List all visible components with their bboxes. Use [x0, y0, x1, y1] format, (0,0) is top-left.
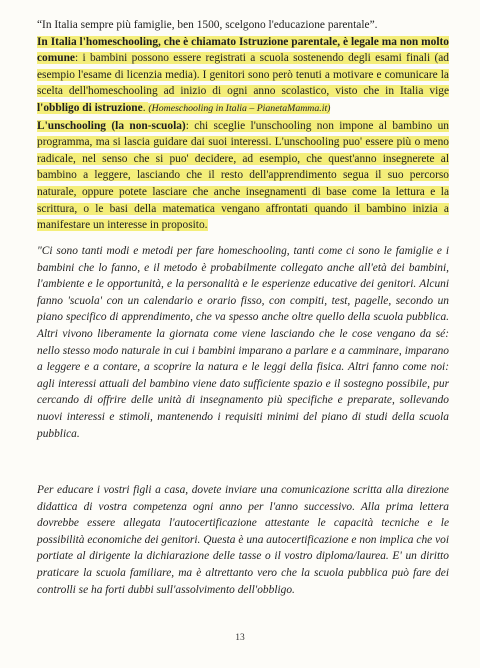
top-section [37, 17, 449, 234]
bold-obbligo: l'obbligo di istruzione [37, 101, 143, 114]
paragraph-educare-a-casa: Per educare i vostri figli a casa, dovete inviare una comunicazione scritta alla direzione didattica di vostra competenza ogni anno per l'anno successivo. Alla prima lettera dovrebbe essere allegata l'autocertificazione attestante le capacità tecniche e le possibilità economiche dei genitori. Questa è una autocertificazione e non implica che voi portiate al dirigente la dichiarazione delle tasse o il vostro diploma/laurea. E' un diritto praticare la scuola familiare, ma è altrettanto vero che la scuola pubblica può fare dei controlli se ha forti dubbi sull'assolvimento dell'obbligo. [37, 484, 449, 596]
intro-quote: “In Italia sempre più famiglie, ben 1500, scelgono l'educazione parentale”. [37, 19, 378, 31]
bold-lead-unschooling: L'unschooling (la non-scuola) [37, 119, 186, 132]
para2-text: : chi sceglie l'unschooling non impone al bambino un programma, ma si lascia guidare dai suoi interessi. L'unschooling puo' essere più o meno radicale, nel senso che si puo' decidere, ad esempio, che quest'anno insegnerete al bambino a leggere, lasciando che il resto dell'apprendimento segua il suo percorso naturale, oppure potete lasciare che anche insegnamenti di base come la lettura e la scrittura, o le basi della matematica vengano affrontati quando il bambino inizia a manifestare un interesse in proposito. [37, 119, 449, 232]
paragraph-unschooling [37, 118, 449, 234]
paragraph-quote-metodi: "Ci sono tanti modi e metodi per fare homeschooling, tanti come ci sono le famiglie e i bambini che lo fanno, e il metodo è probabilmente collegato anche all'età dei bambini, l'ambiente e le opportunità, e la personalità e le esperienze educative dei genitori. Alcuni fanno 'scuola' con un calendario e orario fisso, con compiti, test, pagelle, secondo un piano specifico di apprendimento, che va spesso anche oltre quello della scuola pubblica. Altri vivono liberamente la giornata come viene lasciando che le cose vengano da sé: nello stesso modo naturale in cui i bambini imparano a parlare e a camminare, imparano a leggere e a contare, a scoprire la natura e le leggi della fisica. Altri fanno come noi: agli interessi attuali del bambino viene dato sufficiente spazio e il sostegno possibile, pur cercando di offrire delle unità di insegnamento più specifiche e preparate, sollevando nuovi interessi e stimoli, mantenendo i requisiti minimi del piano di studi della scuola pubblica. [37, 245, 449, 440]
para1-text-after: . [142, 101, 149, 114]
paragraph-istruzione-parentale [37, 34, 449, 118]
bold-lead-istruzione: In Italia l'homeschooling, che è chiamato Istruzione parentale, è legale ma non molto comune [37, 35, 449, 65]
source-citation: (Homeschooling in Italia – PianetaMamma.it) [148, 102, 331, 114]
para1-text: : i bambini possono essere registrati a scuola sostenendo degli esami finali (ad esempio l'esame di licenzia media). I genitori sono però tenuti a motivare e comunicare la scelta dell'homeschooling ad inizio di ogni anno scolastico, visto che in Italia vige [37, 52, 449, 98]
page-number: 13 [235, 633, 245, 643]
